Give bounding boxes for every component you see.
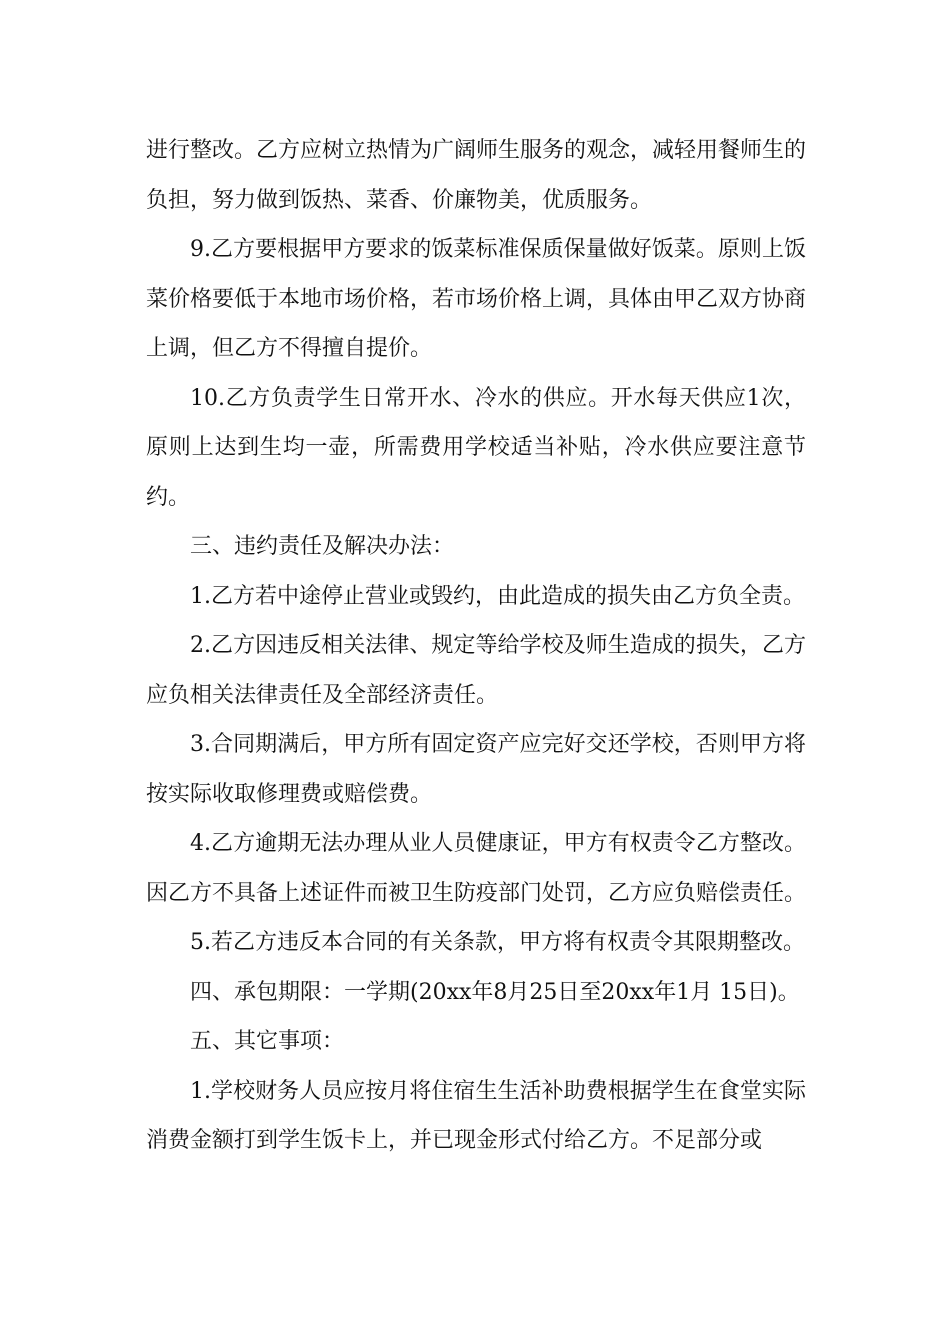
paragraph-breach-1: 1.乙方若中途停止营业或毁约，由此造成的损失由乙方负全责。 xyxy=(190,583,805,609)
paragraph-continuation: 进行整改。乙方应树立热情为广阔师生服务的观念，减轻用餐师生的负担，努力做到饭热、菜香、价廉物美，优质服务。 xyxy=(146,138,807,213)
paragraph-item-10: 10.乙方负责学生日常开水、冷水的供应。开水每天供应1次，原则上达到生均一壶，所需费用学校适当补贴，冷水供应要注意节约。 xyxy=(146,385,806,510)
paragraph-breach-5: 5.若乙方违反本合同的有关条款，甲方将有权责令其限期整改。 xyxy=(190,930,805,955)
paragraph-breach-4: 4.乙方逾期无法办理从业人员健康证，甲方有权责令乙方整改。因乙方不具备上述证件而被卫生防疫部门处罚，乙方应负赔偿责任。 xyxy=(146,831,807,906)
section-heading-other: 五、其它事项： xyxy=(190,1029,345,1054)
paragraph-breach-3: 3.合同期满后，甲方所有固定资产应完好交还学校，否则甲方将按实际收取修理费或赔偿费。 xyxy=(146,732,806,807)
document-body xyxy=(146,126,806,1166)
paragraph-breach-2: 2.乙方因违反相关法律、规定等给学校及师生造成的损失，乙方应负相关法律责任及全部经济责任。 xyxy=(146,633,806,708)
section-heading-term: 四、承包期限：一学期(20xx年8月25日至20xx年1月 15日)。 xyxy=(190,979,800,1005)
section-heading-breach: 三、违约责任及解决办法： xyxy=(190,534,455,559)
paragraph-item-9: 9.乙方要根据甲方要求的饭菜标准保质保量做好饭菜。原则上饭菜价格要低于本地市场价格，若市场价格上调，具体由甲乙双方协商上调，但乙方不得擅自提价。 xyxy=(146,237,807,361)
paragraph-other-1: 1.学校财务人员应按月将住宿生生活补助费根据学生在食堂实际消费金额打到学生饭卡上，并已现金形式付给乙方。不足部分或 xyxy=(146,1078,806,1153)
